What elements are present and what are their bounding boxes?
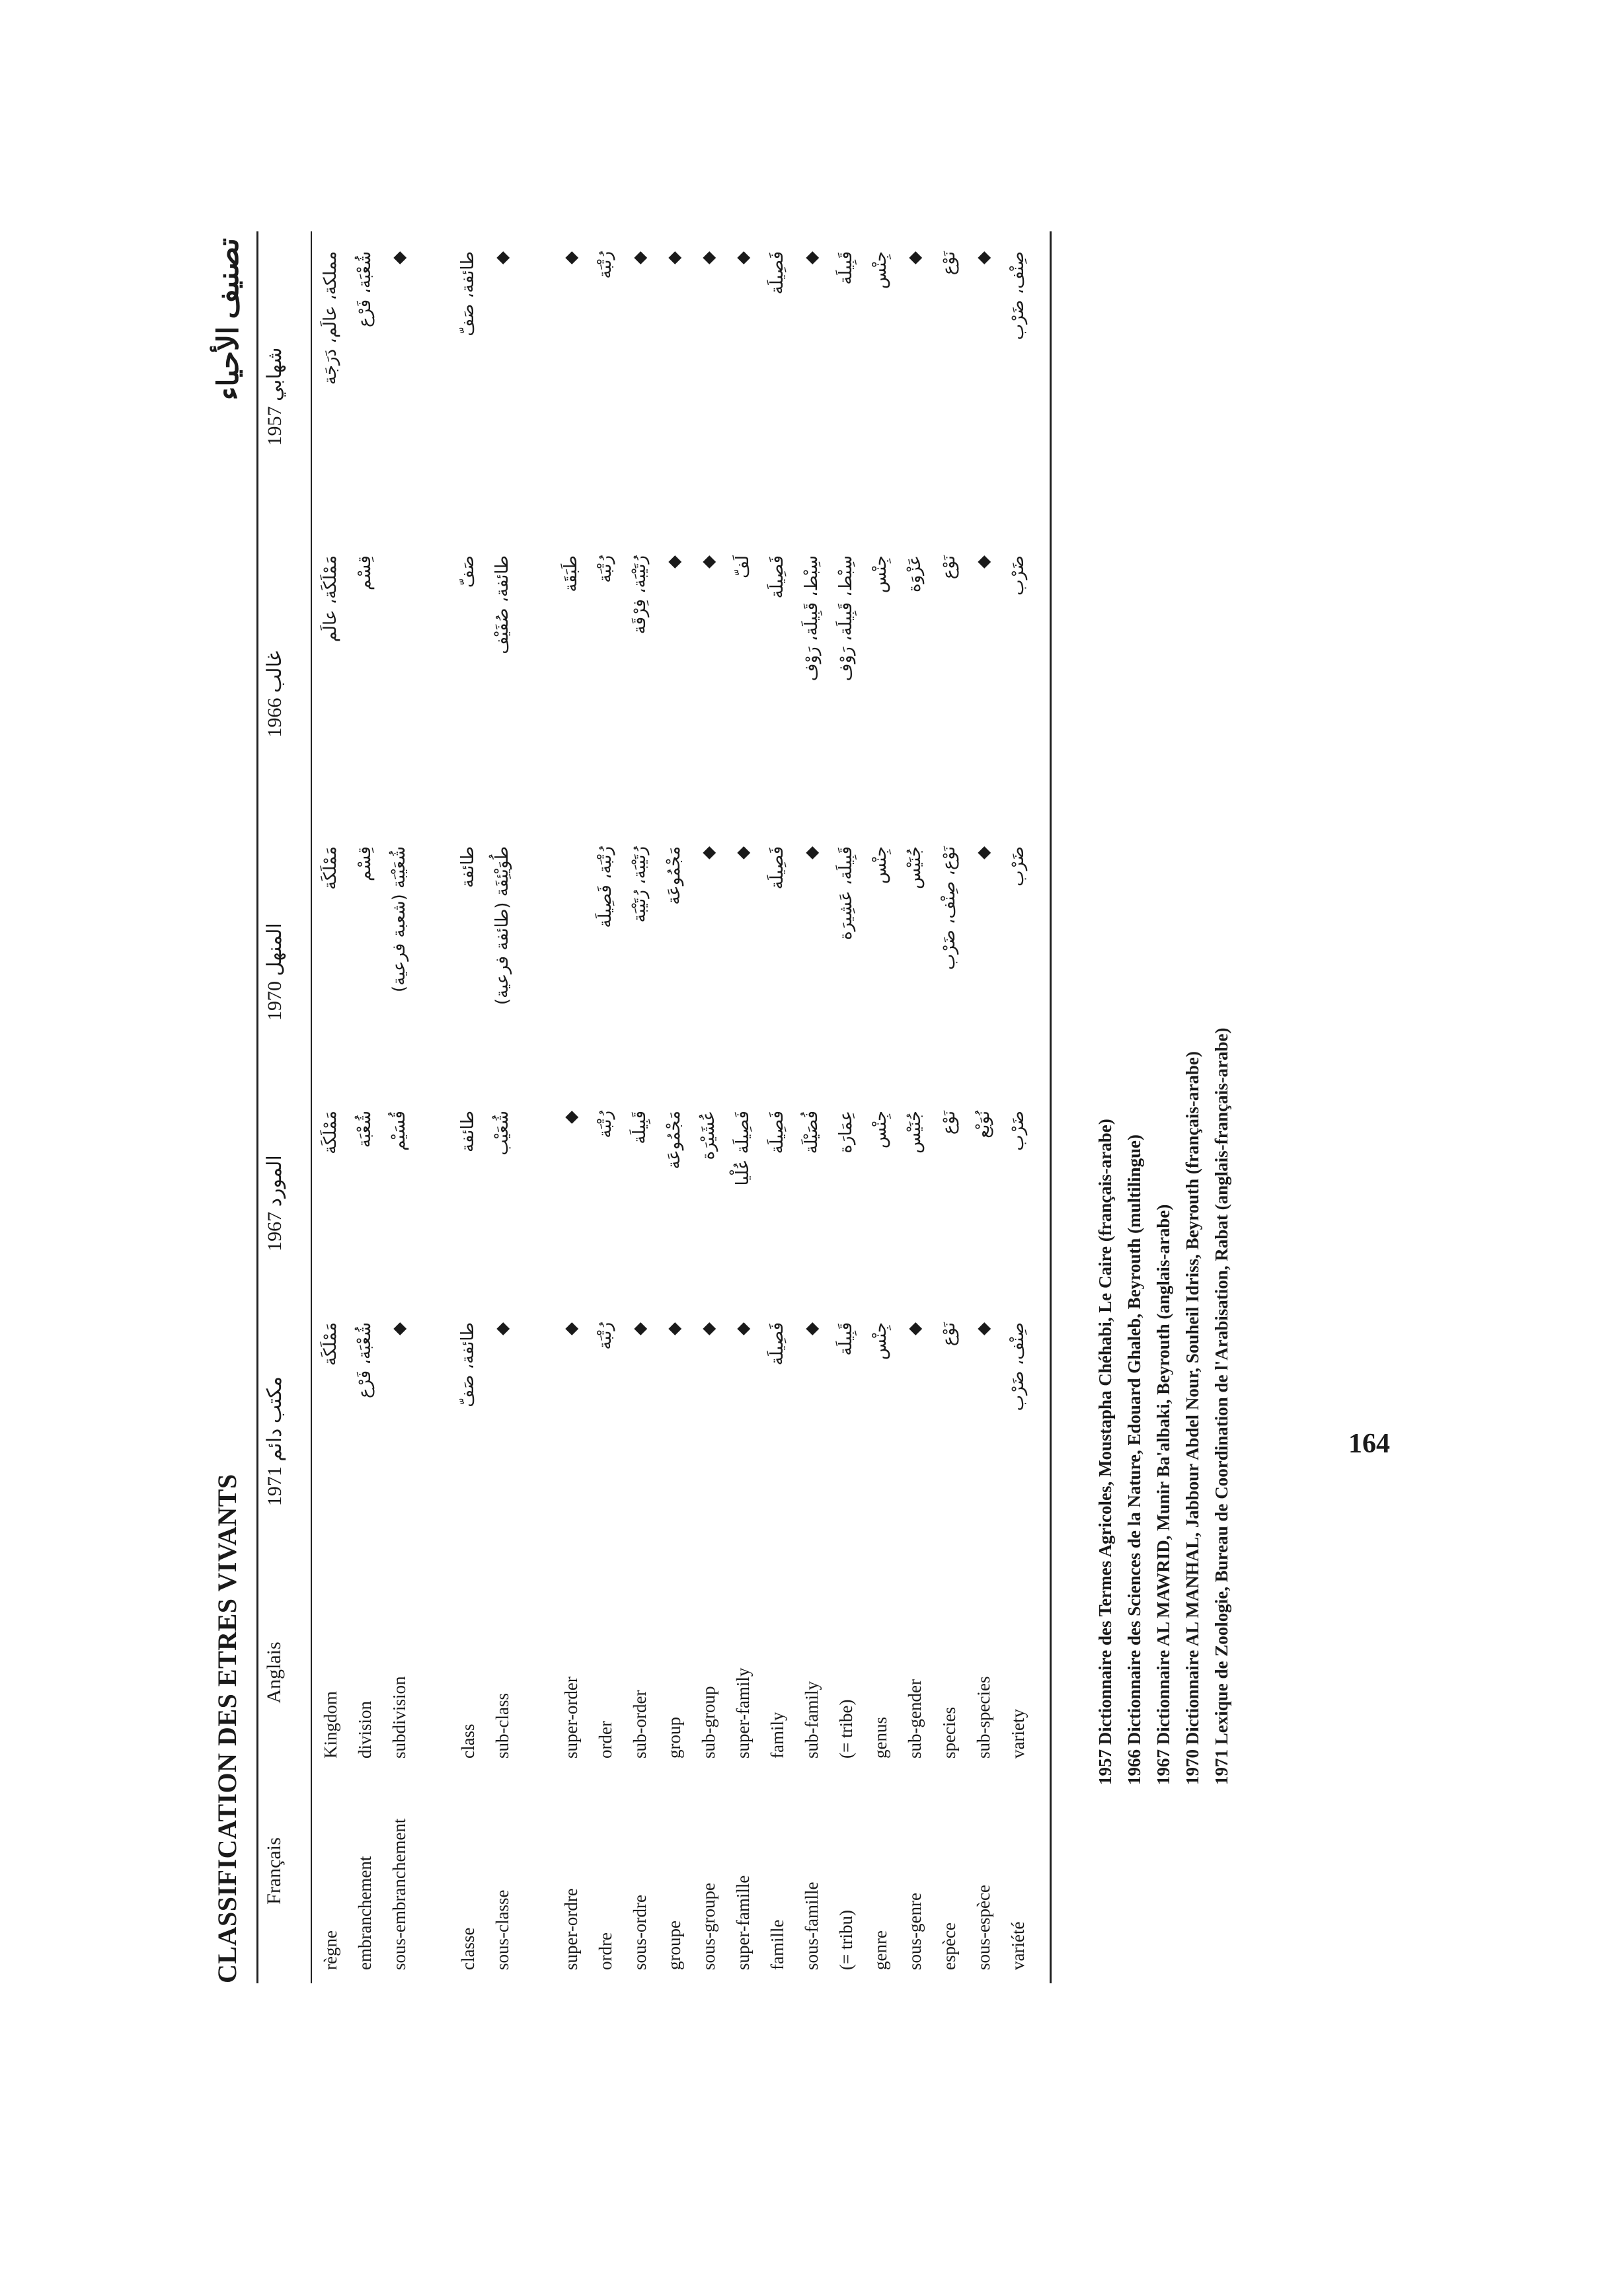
cell-c1966: ◆ — [664, 555, 684, 569]
cell-c1957: ◆ — [974, 251, 993, 264]
table-row — [596, 231, 630, 1983]
cell-c1967: مَجْمُوعَة — [664, 1111, 684, 1169]
column-header-fr: Français — [263, 1837, 285, 1905]
cell-c1971: قَبِيلَة — [836, 1322, 856, 1356]
cell-fr: espèce — [939, 1922, 959, 1970]
cell-en: (= tribe) — [836, 1699, 856, 1759]
table-row — [836, 231, 870, 1983]
cell-c1967: قَبِيلَة — [630, 1111, 650, 1144]
source-entry: 1971 Lexique de Zoologie, Bureau de Coordination de l'Arabisation, Rabat (anglais-français-arabe) — [1212, 1027, 1231, 1785]
cell-c1967: ◆ — [561, 1111, 581, 1124]
cell-c1970: قِسْم — [355, 846, 375, 881]
cell-c1970: طُوَيْئِفَة (طائفة فرعية) — [492, 846, 512, 1006]
cell-en: sub-class — [492, 1693, 512, 1759]
cell-en: super-family — [733, 1667, 753, 1759]
cell-c1966: طَبَقَة — [561, 555, 581, 592]
cell-c1970: ضَرْب — [1008, 846, 1028, 887]
cell-c1967: نَوْع — [939, 1111, 959, 1135]
cell-c1957: ◆ — [561, 251, 581, 264]
cell-en: sub-gender — [905, 1679, 925, 1759]
table-row — [870, 231, 905, 1983]
cell-c1966: فَصِيلَة — [767, 555, 787, 599]
cell-c1957: ◆ — [802, 251, 822, 264]
cell-c1971: رُتْبَة — [596, 1322, 615, 1350]
table-row — [527, 231, 561, 1983]
cell-c1957: جِنْس — [870, 251, 890, 290]
cell-c1970: طائفة — [458, 846, 478, 888]
cell-c1970: شُعَيْبَة (شعبة فرعية) — [389, 846, 409, 992]
cell-c1957: ◆ — [699, 251, 718, 264]
cell-c1966: نَوْع — [939, 555, 959, 580]
cell-c1966: سِبْط، قَبِيلَة، رَوْف — [836, 555, 856, 682]
cell-fr: groupe — [664, 1920, 684, 1970]
cell-c1957: فَصِيلَة — [767, 251, 787, 295]
cell-c1957: ◆ — [733, 251, 753, 264]
cell-c1966: مَمْلَكَة، عالَم — [321, 555, 340, 643]
source-entry: 1957 Dictionnaire des Termes Agricoles, Moustapha Chéhabi, Le Caire (français-arabe) — [1095, 1119, 1115, 1785]
cell-c1957: طائفة، صَفّ — [458, 251, 478, 336]
source-entry: 1967 Dictionnaire AL MAWRID, Munir Ba'albaki, Beyrouth (anglais-arabe) — [1153, 1204, 1173, 1785]
table-row — [974, 231, 1008, 1983]
cell-c1957: قَبِيلَة — [836, 251, 856, 285]
cell-c1957: صِنْف، ضَرْب — [1008, 251, 1028, 340]
cell-en: super-order — [561, 1677, 581, 1759]
cell-en: Kingdom — [321, 1690, 340, 1759]
sources-list — [1091, 1027, 1236, 1785]
cell-c1970: رُتَيْبَة، رُتَيْبَة — [630, 846, 650, 923]
table-row — [664, 231, 699, 1983]
cell-c1971: نَوْع — [939, 1322, 959, 1347]
cell-c1967: فُصَيْلَة — [802, 1111, 822, 1154]
table-top-rule — [256, 231, 258, 1983]
cell-c1966: قِسْم — [355, 555, 375, 590]
cell-c1967: عُشَيْرَة — [699, 1111, 718, 1160]
cell-c1957: مملكة، عالَم، دَرَجَة — [321, 251, 340, 385]
cell-c1966: سِبْط، قَبِيلَة، رَوْف — [802, 555, 822, 682]
cell-c1966: طائفة، صُفَيْف — [492, 555, 512, 654]
cell-c1957: ◆ — [905, 251, 925, 264]
cell-en: variety — [1008, 1709, 1028, 1759]
cell-c1971: ◆ — [561, 1322, 581, 1335]
table-row — [424, 231, 458, 1983]
cell-c1970: قَبِيلَة، عَشِيرَة — [836, 846, 856, 940]
table-row — [767, 231, 802, 1983]
cell-c1966: رُتْبَة — [596, 555, 615, 583]
cell-c1967: ضَرْب — [1008, 1111, 1028, 1151]
cell-fr: super-famille — [733, 1875, 753, 1970]
cell-c1970: ◆ — [733, 846, 753, 859]
cell-c1967: شُعَيْب — [492, 1111, 512, 1156]
cell-c1966: صَفّ — [458, 555, 478, 588]
column-header-c1967: 1967 المورد — [264, 1155, 286, 1251]
table-row — [355, 231, 389, 1983]
cell-c1970: مَجْمُوعَة — [664, 846, 684, 905]
cell-c1967: طائفة — [458, 1111, 478, 1152]
cell-en: order — [596, 1721, 615, 1759]
cell-fr: règne — [321, 1930, 340, 1970]
cell-c1967: فَصِيلَة عُلْيا — [733, 1111, 753, 1186]
table-header-row — [263, 231, 303, 1983]
cell-c1966: ◆ — [699, 555, 718, 569]
table-row — [321, 231, 355, 1983]
cell-en: subdivision — [389, 1676, 409, 1759]
table-row — [905, 231, 939, 1983]
cell-c1957: ◆ — [630, 251, 650, 264]
cell-fr: sous-embranchement — [389, 1818, 409, 1970]
cell-c1971: شُعْبَة، فَرْع — [355, 1322, 375, 1399]
cell-fr: super-ordre — [561, 1888, 581, 1970]
cell-c1966: عَزْوَة — [905, 555, 925, 593]
cell-fr: sous-genre — [905, 1893, 925, 1970]
cell-en: group — [664, 1717, 684, 1759]
cell-c1966: ضَرْب — [1008, 555, 1028, 596]
table-row — [939, 231, 974, 1983]
cell-c1971: ◆ — [630, 1322, 650, 1335]
table-bottom-rule — [1050, 231, 1052, 1983]
page-number: 164 — [1348, 1429, 1390, 1459]
source-entry: 1966 Dictionnaire des Sciences de la Nature, Edouard Ghaleb, Beyrouth (multilingue) — [1124, 1134, 1144, 1785]
column-header-en: Anglais — [263, 1642, 285, 1704]
cell-en: sub-order — [630, 1690, 650, 1759]
cell-fr: classe — [458, 1927, 478, 1970]
cell-en: sub-group — [699, 1686, 718, 1759]
cell-c1970: مَمْلَكَة — [321, 846, 340, 890]
cell-c1970: جِنْس — [870, 846, 890, 885]
table-row — [1008, 231, 1042, 1983]
table-row — [733, 231, 767, 1983]
cell-c1967: جُنَيْس — [905, 1111, 925, 1154]
cell-c1967: قُسَيْم — [389, 1111, 409, 1151]
cell-c1971: ◆ — [802, 1322, 822, 1335]
cell-c1966: رُتَيْبَة، فِرْقَة — [630, 555, 650, 635]
cell-c1970: نَوْع، صِنْف، ضَرْب — [939, 846, 959, 970]
cell-fr: famille — [767, 1919, 787, 1970]
cell-c1957: شُعْبَة، فَرْع — [355, 251, 375, 328]
cell-c1957: ◆ — [389, 251, 409, 264]
table-row — [802, 231, 836, 1983]
cell-c1970: ◆ — [802, 846, 822, 859]
cell-c1967: فَصِيلَة — [767, 1111, 787, 1154]
column-header-c1971: 1971 مكتب دائم — [264, 1376, 286, 1507]
table-row — [699, 231, 733, 1983]
table-header-rule — [311, 231, 312, 1983]
cell-en: species — [939, 1707, 959, 1759]
cell-c1957: ◆ — [664, 251, 684, 264]
cell-c1971: فَصِيلَة — [767, 1322, 787, 1366]
cell-fr: variété — [1008, 1921, 1028, 1970]
table-row — [492, 231, 527, 1983]
cell-c1971: ◆ — [389, 1322, 409, 1335]
table-row — [389, 231, 424, 1983]
cell-en: sub-species — [974, 1676, 993, 1759]
cell-c1967: عِمَارَة — [836, 1111, 856, 1154]
cell-en: class — [458, 1723, 478, 1759]
cell-fr: embranchement — [355, 1856, 375, 1970]
cell-c1971: مَمْلَكَة — [321, 1322, 340, 1366]
cell-c1971: ◆ — [492, 1322, 512, 1335]
column-header-c1957: 1957 شهابي — [264, 347, 286, 446]
cell-c1957: رُتْبَة — [596, 251, 615, 279]
cell-c1967: مَمْلَكَة — [321, 1111, 340, 1154]
source-entry: 1970 Dictionnaire AL MANHAL, Jabbour Abdel Nour, Souheil Idriss, Beyrouth (français-arabe) — [1182, 1051, 1202, 1785]
cell-c1970: ◆ — [974, 846, 993, 859]
cell-c1957: ◆ — [492, 251, 512, 264]
cell-c1971: صِنْف، ضَرْب — [1008, 1322, 1028, 1411]
cell-c1966: جِنْس — [870, 555, 890, 594]
cell-en: sub-family — [802, 1681, 822, 1759]
cell-fr: genre — [870, 1930, 890, 1970]
cell-fr: sous-groupe — [699, 1883, 718, 1970]
page-title-french: CLASSIFICATION DES ETRES VIVANTS — [212, 1474, 242, 1983]
rotated-page-content — [212, 231, 1401, 1983]
cell-c1967: جِنْس — [870, 1111, 890, 1149]
cell-en: genus — [870, 1717, 890, 1759]
cell-fr: sous-ordre — [630, 1895, 650, 1970]
cell-c1967: نُوَيْع — [974, 1111, 993, 1138]
cell-c1971: ◆ — [664, 1322, 684, 1335]
cell-c1966: لَفّ — [733, 555, 753, 578]
table-row — [561, 231, 596, 1983]
cell-c1970: جُنَيْس — [905, 846, 925, 889]
cell-c1971: ◆ — [974, 1322, 993, 1335]
cell-fr: sous-espèce — [974, 1885, 993, 1970]
cell-c1971: ◆ — [733, 1322, 753, 1335]
cell-c1971: ◆ — [699, 1322, 718, 1335]
table-row — [630, 231, 664, 1983]
cell-c1970: ◆ — [699, 846, 718, 859]
cell-fr: (= tribu) — [836, 1910, 856, 1970]
page-title-arabic: تصنيف الأحياء — [212, 238, 245, 401]
cell-c1966: ◆ — [974, 555, 993, 569]
cell-c1971: جِنْس — [870, 1322, 890, 1361]
cell-c1971: ◆ — [905, 1322, 925, 1335]
cell-fr: sous-classe — [492, 1889, 512, 1970]
cell-c1957: نَوْع — [939, 251, 959, 276]
cell-c1970: فَصِيلَة — [767, 846, 787, 890]
table-row — [458, 231, 492, 1983]
column-header-c1970: 1970 المنهل — [264, 923, 286, 1021]
cell-en: family — [767, 1712, 787, 1759]
cell-c1967: شُعْبَة — [355, 1111, 375, 1148]
cell-c1970: رُتْبَة، فَصِيلَة — [596, 846, 615, 928]
cell-c1967: رُتْبَة — [596, 1111, 615, 1138]
cell-fr: sous-famille — [802, 1881, 822, 1970]
cell-c1971: طائفة، صَفّ — [458, 1322, 478, 1407]
cell-en: division — [355, 1700, 375, 1759]
cell-fr: ordre — [596, 1932, 615, 1970]
column-header-c1966: 1966 غالب — [264, 651, 286, 738]
